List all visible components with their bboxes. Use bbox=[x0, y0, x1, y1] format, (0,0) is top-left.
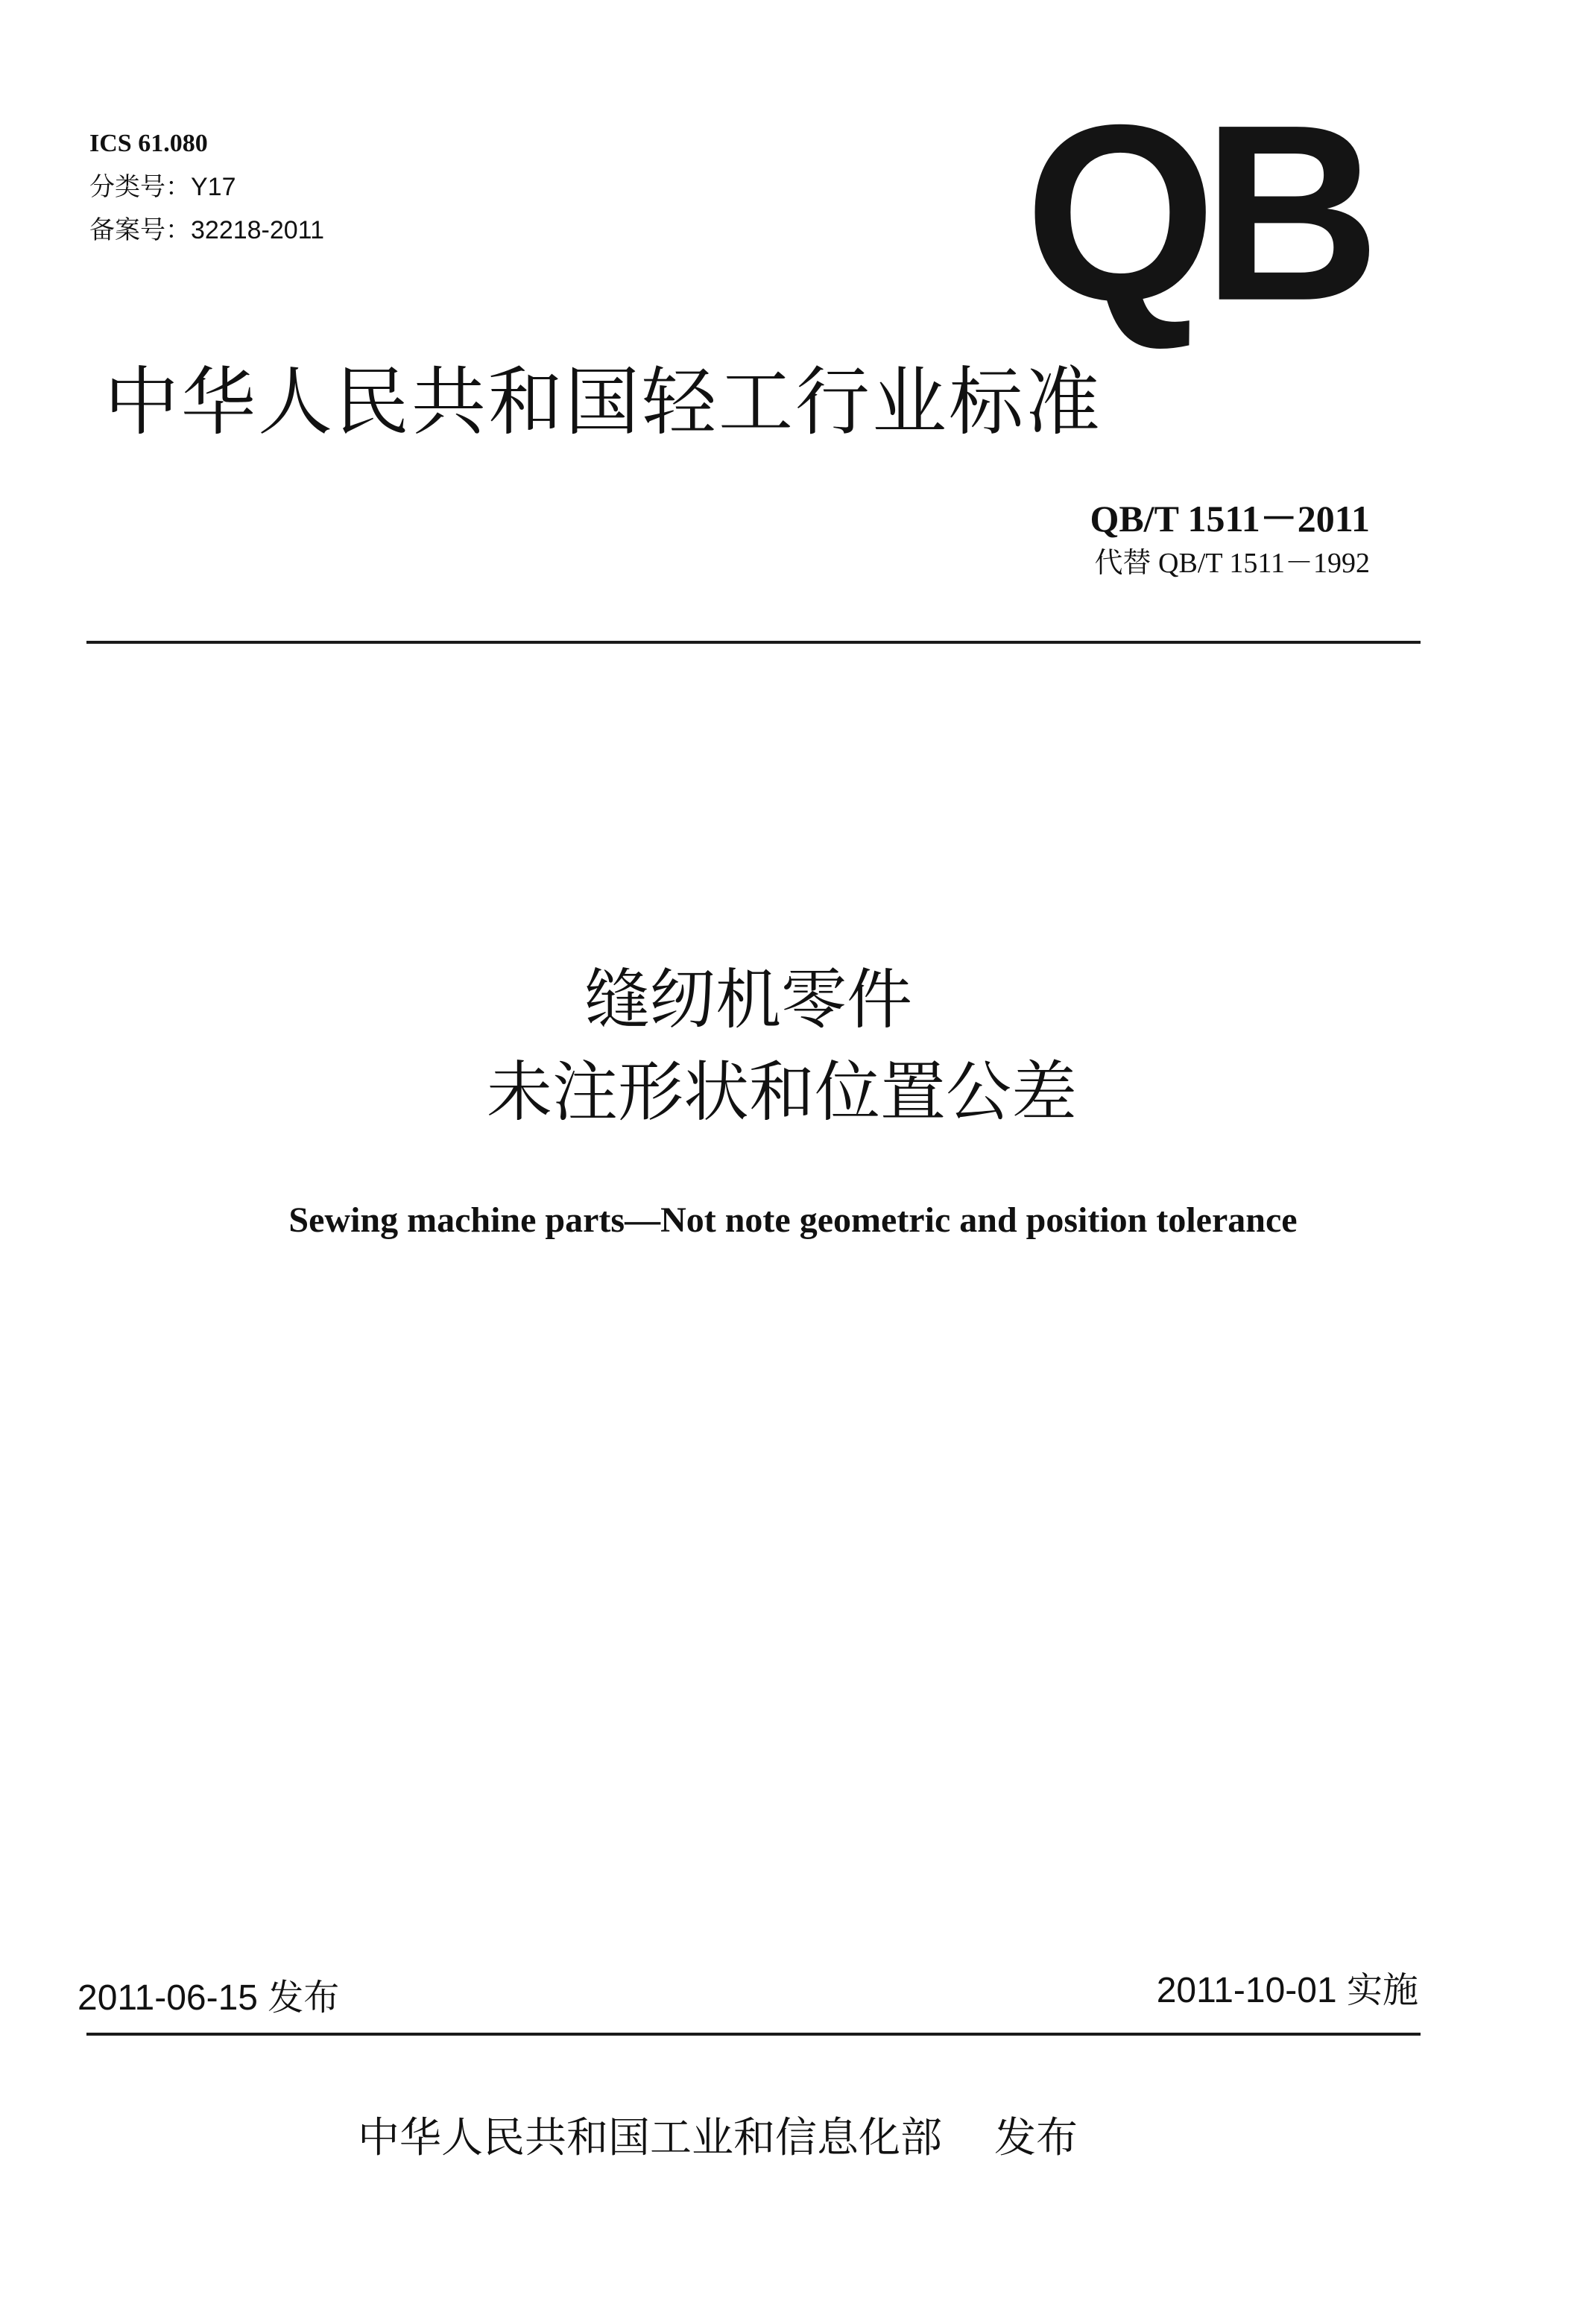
standard-number-block bbox=[1090, 495, 1370, 584]
english-title: Sewing machine parts—Not note geometric and position tolerance bbox=[288, 1200, 1298, 1240]
publish-date: 2011-06-15 发布 bbox=[78, 1978, 340, 2018]
standard-number: QB/T 1511－2011 bbox=[1090, 498, 1370, 539]
implementation-date: 2011-10-01 实施 bbox=[1156, 1971, 1418, 2010]
industry-standard-title: 中华人民共和国轻工行业标准 bbox=[104, 358, 1102, 446]
ics-code: ICS 61.080 bbox=[89, 130, 208, 157]
publisher-name: 中华人民共和国工业和信息化部 bbox=[358, 2114, 942, 2162]
chinese-title-line-2: 未注形状和位置公差 bbox=[486, 1054, 1077, 1130]
replaced-standard: 代替 QB/T 1511－1992 bbox=[1094, 548, 1370, 579]
qb-logo: QB bbox=[1025, 72, 1367, 353]
classification-number: 分类号：Y17 bbox=[89, 173, 236, 201]
chinese-title bbox=[0, 954, 1586, 1139]
document-metadata bbox=[89, 122, 324, 252]
chinese-title-line-1: 缝纫机零件 bbox=[584, 961, 912, 1038]
filing-number: 备案号：32218-2011 bbox=[89, 216, 324, 244]
header-divider bbox=[86, 641, 1421, 644]
footer-divider bbox=[86, 2033, 1421, 2036]
publisher-action: 发布 bbox=[994, 2114, 1078, 2162]
publisher-line bbox=[358, 2110, 1078, 2167]
